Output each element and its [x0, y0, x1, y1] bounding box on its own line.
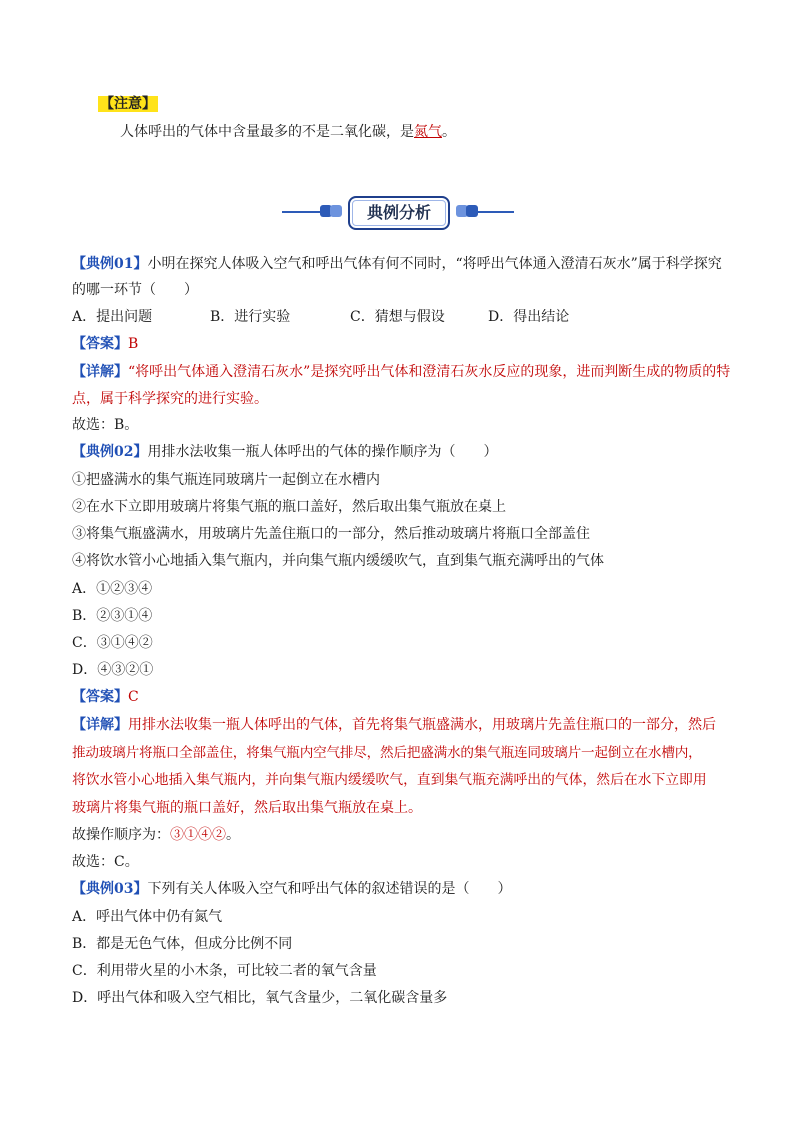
q1-detail-line2: 点，属于科学探究的进行实验。: [72, 391, 268, 407]
q2-step-3: ③将集气瓶盛满水，用玻璃片先盖住瓶口的一部分，然后推动玻璃片将瓶口全部盖住: [72, 526, 590, 542]
q3-tag: 【典例03】: [72, 881, 148, 897]
q2-step-1: ①把盛满水的集气瓶连同玻璃片一起倒立在水槽内: [72, 472, 380, 488]
q3-option-a: A．呼出气体中仍有氮气: [72, 909, 223, 925]
banner-left-hex-icon-2: [330, 205, 342, 217]
q3-option-b: B．都是无色气体，但成分比例不同: [72, 936, 293, 952]
q1-options: [72, 307, 712, 327]
q2-option-a: A．①②③④: [72, 581, 153, 597]
banner-title: 典例分析: [348, 196, 450, 230]
q2-detail-line4: 玻璃片将集气瓶的瓶口盖好，然后取出集气瓶放在桌上。: [72, 800, 422, 816]
q2-detail-line2: 推动玻璃片将瓶口全部盖住，将集气瓶内空气排尽，然后把盛满水的集气瓶连同玻璃片一起倒立在水槽内，: [72, 745, 702, 761]
q2-tag: 【典例02】: [72, 444, 148, 460]
q1-detail-line1: 【详解】“将呼出气体通入澄清石灰水”是探究呼出气体和澄清石灰水反应的现象，进而判断生成的物质的特: [72, 364, 731, 380]
section-banner: [282, 196, 514, 228]
q1-option-c: C．猜想与假设: [350, 309, 445, 325]
banner-right-line: [476, 211, 514, 213]
q1-answer: 【答案】B: [72, 336, 139, 352]
q2-detail-line1: 【详解】用排水法收集一瓶人体呼出的气体，首先将集气瓶盛满水，用玻璃片先盖住瓶口的一部分，然后: [72, 717, 716, 733]
q1-option-b: B．进行实验: [210, 309, 291, 325]
q2-step-4: ④将饮水管小心地插入集气瓶内，并向集气瓶内缓缓吹气，直到集气瓶充满呼出的气体: [72, 553, 604, 569]
q1-option-d: D．得出结论: [488, 309, 570, 325]
q2-step-2: ②在水下立即用玻璃片将集气瓶的瓶口盖好，然后取出集气瓶放在桌上: [72, 499, 506, 515]
q3-option-c: C．利用带火星的小木条，可比较二者的氧气含量: [72, 963, 377, 979]
q2-option-d: D．④③②①: [72, 662, 154, 678]
banner-left-line: [282, 211, 322, 213]
q1-tag: 【典例01】: [72, 256, 148, 272]
q3-option-d: D．呼出气体和吸入空气相比，氧气含量少，二氧化碳含量多: [72, 990, 448, 1006]
q2-answer: 【答案】C: [72, 689, 139, 705]
q1-stem-line2: 的哪一环节（ ）: [72, 282, 198, 298]
q2-option-c: C．③①④②: [72, 635, 153, 651]
q2-stem: 【典例02】用排水法收集一瓶人体呼出的气体的操作顺序为（ ）: [72, 444, 498, 460]
note-highlight: 氮气: [414, 124, 442, 140]
q1-stem-line1: 【典例01】小明在探究人体吸入空气和呼出气体有何不同时，“将呼出气体通入澄清石灰水”属于科学探究: [72, 256, 722, 272]
note-text: 人体呼出的气体中含量最多的不是二氧化碳，是氮气。: [120, 124, 456, 140]
q3-stem: 【典例03】下列有关人体吸入空气和呼出气体的叙述错误的是（ ）: [72, 881, 512, 897]
q2-order: 故操作顺序为：③①④②。: [72, 827, 240, 843]
q2-choose: 故选：C。: [72, 854, 139, 870]
q1-option-a: A．提出问题: [72, 309, 153, 325]
note-tag: 【注意】: [100, 96, 156, 112]
q2-detail-line3: 将饮水管小心地插入集气瓶内，并向集气瓶内缓缓吹气，直到集气瓶充满呼出的气体，然后在水下立即用: [72, 772, 707, 788]
q1-choose: 故选：B。: [72, 417, 139, 433]
q2-option-b: B．②③①④: [72, 608, 153, 624]
